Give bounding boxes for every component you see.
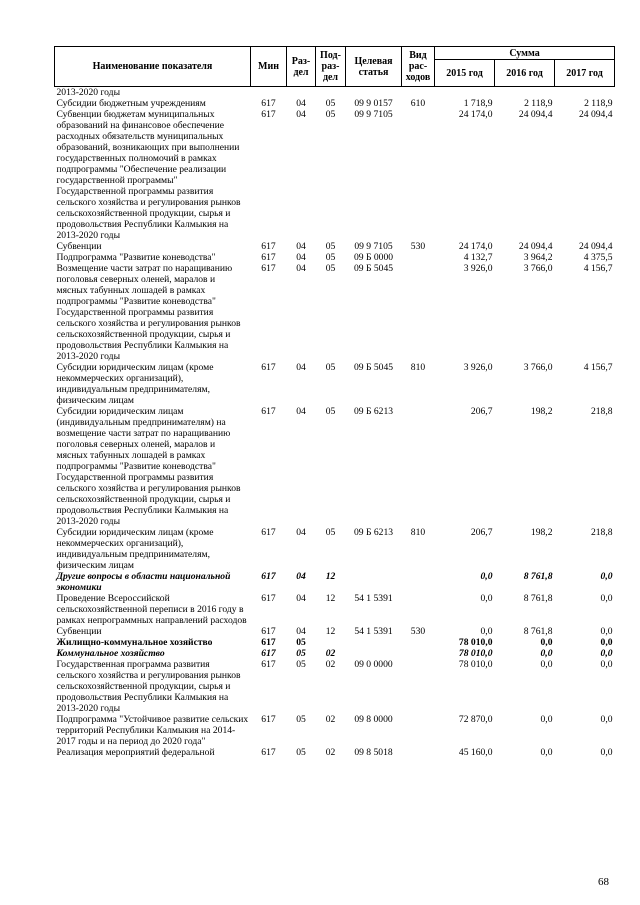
- row-target-article: 09 Б 5045: [353, 263, 394, 274]
- row-razdel: 05: [296, 747, 306, 758]
- row-razdel: 04: [296, 406, 306, 417]
- row-min: 617: [261, 626, 276, 637]
- row-expense-type: [402, 659, 435, 714]
- table-row: [55, 637, 615, 648]
- header-name: Наименование показателя: [55, 47, 251, 87]
- row-name: Субсидии юридическим лицам (индивидуальным предпринимателям) на возмещение части затрат по наращиванию поголовья северных оленей, маралов и мясных табунных лошадей в рамках подпрограммы "Развитие коневодства" Государственной программы развития сельского хозяйства и регулирования рынков сельскохозяйственной продукции, сырья и продовольствия Республики Калмыкия на 2013-2020 годы: [56, 406, 241, 527]
- table-body: [55, 87, 615, 759]
- row-expense-type: [402, 252, 435, 263]
- row-podrazdel: [316, 87, 346, 99]
- row-podrazdel: 05: [325, 109, 336, 120]
- row-target-article: 09 0 0000: [354, 659, 393, 670]
- row-expense-type: [402, 109, 435, 241]
- row-sum-2016: 0,0: [540, 648, 553, 659]
- row-expense-type: 530: [410, 241, 426, 252]
- row-target-article: [346, 87, 402, 99]
- row-sum-2016: 0,0: [540, 714, 553, 725]
- row-sum-2015: 3 926,0: [463, 362, 493, 373]
- row-razdel: 04: [296, 241, 306, 252]
- row-sum-2015: 78 010,0: [458, 637, 493, 648]
- row-podrazdel: 12: [325, 571, 336, 582]
- row-sum-2015: 78 010,0: [458, 648, 493, 659]
- table-row: [55, 648, 615, 659]
- row-name: Другие вопросы в области национальной экономики: [56, 571, 231, 593]
- header-year-2017: 2017 год: [555, 60, 615, 87]
- row-sum-2015: 206,7: [470, 527, 493, 538]
- row-podrazdel: 05: [325, 406, 336, 417]
- table-row: [55, 571, 615, 593]
- row-target-article: 09 Б 6213: [353, 527, 394, 538]
- row-sum-2016: 0,0: [540, 637, 553, 648]
- row-podrazdel: 05: [325, 263, 336, 274]
- row-min: 617: [261, 109, 276, 120]
- row-sum-2015: 1 718,9: [463, 98, 493, 109]
- row-min: 617: [261, 714, 276, 725]
- row-razdel: 04: [296, 109, 306, 120]
- table-row: [55, 659, 615, 714]
- row-target-article: 09 Б 0000: [353, 252, 394, 263]
- budget-table: [54, 46, 615, 758]
- row-sum-2015: 0,0: [480, 593, 493, 604]
- row-razdel: 04: [296, 527, 306, 538]
- table-row: [55, 241, 615, 252]
- row-min: 617: [261, 593, 276, 604]
- header-sum: Сумма: [435, 47, 615, 60]
- row-target-article: 09 Б 6213: [353, 406, 394, 417]
- row-min: 617: [261, 362, 276, 373]
- table-header: [55, 47, 615, 87]
- row-sum-2017: 218,8: [590, 527, 613, 538]
- row-target-article: 09 8 5018: [354, 747, 393, 758]
- row-sum-2017: 0,0: [600, 747, 613, 758]
- row-sum-2017: 2 118,9: [584, 98, 613, 109]
- row-podrazdel: 02: [325, 659, 336, 670]
- row-sum-2017: 0,0: [600, 571, 613, 582]
- row-podrazdel: 12: [325, 593, 336, 604]
- row-sum-2015: 4 132,7: [463, 252, 493, 263]
- row-podrazdel: 05: [325, 362, 336, 373]
- row-sum-2017: 218,8: [590, 406, 613, 417]
- row-name: 2013-2020 годы: [56, 87, 121, 98]
- row-min: [251, 87, 287, 99]
- row-razdel: 05: [296, 714, 306, 725]
- row-podrazdel: 05: [325, 98, 336, 109]
- row-expense-type: 810: [410, 527, 426, 538]
- row-name: Жилищно-коммунальное хозяйство: [56, 637, 213, 648]
- row-sum-2017: 0,0: [600, 714, 613, 725]
- row-expense-type: 530: [410, 626, 426, 637]
- header-razdel: Раз- дел: [287, 47, 316, 87]
- row-expense-type: [402, 593, 435, 626]
- row-target-article: 09 Б 5045: [353, 362, 394, 373]
- row-sum-2016: 8 761,8: [523, 571, 553, 582]
- row-sum-2017: 24 094,4: [578, 109, 613, 120]
- row-target-article: 09 8 0000: [354, 714, 393, 725]
- row-razdel: 05: [296, 659, 306, 670]
- row-name: Коммунальное хозяйство: [56, 648, 165, 659]
- row-min: 617: [261, 263, 276, 274]
- row-name: Проведение Всероссийской сельскохозяйственной переписи в 2016 году в рамках непрограммных направлений расходов: [56, 593, 247, 626]
- row-sum-2015: 0,0: [480, 626, 493, 637]
- row-podrazdel: 02: [325, 648, 336, 659]
- row-razdel: 05: [296, 637, 306, 648]
- row-expense-type: [402, 87, 435, 99]
- table-row: [55, 252, 615, 263]
- row-sum-2016: 8 761,8: [523, 593, 553, 604]
- row-razdel: 04: [296, 571, 306, 582]
- row-razdel: 04: [296, 98, 306, 109]
- row-expense-type: 610: [410, 98, 426, 109]
- row-razdel: [287, 87, 316, 99]
- row-name: Возмещение части затрат по наращиванию поголовья северных оленей, маралов и мясных табунных лошадей в рамках подпрограммы "Развитие коневодства" Государственной программы развития сельского хозяйства и регулирования рынков сельскохозяйственной продукции, сырья и продовольствия Республики Калмыкия на 2013-2020 годы: [56, 263, 241, 362]
- row-min: 617: [261, 659, 276, 670]
- row-podrazdel: [316, 637, 346, 648]
- header-expense-type: Вид рас- ходов: [402, 47, 435, 87]
- row-name: Субвенции: [56, 241, 102, 252]
- row-target-article: [346, 648, 402, 659]
- row-expense-type: [402, 648, 435, 659]
- row-sum-2016: 24 094,4: [518, 241, 553, 252]
- row-name: Подпрограмма "Развитие коневодства": [56, 252, 216, 263]
- row-sum-2015: 3 926,0: [463, 263, 493, 274]
- header-year-2016: 2016 год: [495, 60, 555, 87]
- row-sum-2017: 0,0: [600, 659, 613, 670]
- row-min: 617: [261, 571, 276, 582]
- row-name: Субвенции: [56, 626, 102, 637]
- row-razdel: 04: [296, 362, 306, 373]
- row-sum-2016: 0,0: [540, 747, 553, 758]
- row-podrazdel: 02: [325, 747, 336, 758]
- row-razdel: 04: [296, 252, 306, 263]
- row-sum-2015: 0,0: [480, 571, 493, 582]
- row-min: 617: [261, 527, 276, 538]
- table-row: [55, 593, 615, 626]
- row-sum-2017: 0,0: [600, 648, 613, 659]
- row-sum-2017: 0,0: [600, 637, 613, 648]
- row-name: Подпрограмма "Устойчивое развитие сельских территорий Республики Калмыкия на 2014-2017 годы и на период до 2020 года": [56, 714, 249, 747]
- row-target-article: 54 1 5391: [354, 626, 393, 637]
- table-row: [55, 87, 615, 99]
- row-sum-2015: 24 174,0: [458, 241, 493, 252]
- row-min: 617: [261, 747, 276, 758]
- row-expense-type: 810: [410, 362, 426, 373]
- header-min: Мин: [251, 47, 287, 87]
- row-expense-type: [402, 637, 435, 648]
- header-target-article: Целевая статья: [346, 47, 402, 87]
- row-expense-type: [402, 571, 435, 593]
- row-min: 617: [261, 648, 276, 659]
- row-sum-2015: 206,7: [470, 406, 493, 417]
- row-podrazdel: 05: [325, 252, 336, 263]
- row-sum-2016: 198,2: [530, 406, 553, 417]
- row-expense-type: [402, 406, 435, 527]
- row-min: 617: [261, 406, 276, 417]
- row-sum-2017: 4 375,5: [583, 252, 613, 263]
- table-row: [55, 109, 615, 241]
- row-sum-2016: 0,0: [540, 659, 553, 670]
- table-row: [55, 98, 615, 109]
- row-razdel: 04: [296, 626, 306, 637]
- row-podrazdel: 05: [325, 241, 336, 252]
- row-sum-2016: 3 766,0: [523, 263, 553, 274]
- row-sum-2015: 45 160,0: [458, 747, 493, 758]
- table-row: [55, 527, 615, 571]
- row-sum-2015: 24 174,0: [458, 109, 493, 120]
- row-sum-2017: 0,0: [600, 593, 613, 604]
- row-target-article: 09 9 7105: [354, 109, 393, 120]
- row-min: 617: [261, 637, 276, 648]
- row-target-article: 54 1 5391: [354, 593, 393, 604]
- row-sum-2016: 3 766,0: [523, 362, 553, 373]
- row-sum-2017: 24 094,4: [578, 241, 613, 252]
- row-target-article: 09 9 0157: [354, 98, 393, 109]
- row-razdel: 05: [296, 648, 306, 659]
- table-row: [55, 362, 615, 406]
- table-row: [55, 714, 615, 747]
- row-name: Реализация мероприятий федеральной: [56, 747, 215, 758]
- row-razdel: 04: [296, 263, 306, 274]
- row-target-article: [346, 571, 402, 593]
- table-row: [55, 263, 615, 362]
- row-sum-2015: 72 870,0: [458, 714, 493, 725]
- row-sum-2017: [555, 87, 615, 99]
- row-podrazdel: 05: [325, 527, 336, 538]
- row-razdel: 04: [296, 593, 306, 604]
- row-sum-2016: [495, 87, 555, 99]
- row-name: Субсидии бюджетным учреждениям: [56, 98, 206, 109]
- row-sum-2016: 2 118,9: [524, 98, 553, 109]
- row-sum-2016: 3 964,2: [523, 252, 553, 263]
- row-sum-2016: 8 761,8: [523, 626, 553, 637]
- table-row: [55, 747, 615, 758]
- row-podrazdel: 02: [325, 714, 336, 725]
- row-sum-2017: 4 156,7: [583, 362, 613, 373]
- header-year-2015: 2015 год: [435, 60, 495, 87]
- row-name: Субвенции бюджетам муниципальных образований на финансовое обеспечение расходных обязательств муниципальных образований, возникающих при выполнении государственных полномочий в рамках подпрограммы "Обеспечение реализации государственной программы" Государственной программы развития сельского хозяйства и регулирования рынков сельскохозяйственной продукции, сырья и продовольствия Республики Калмыкия на 2013-2020 годы: [56, 109, 241, 241]
- row-sum-2016: 198,2: [530, 527, 553, 538]
- row-target-article: 09 9 7105: [354, 241, 393, 252]
- row-sum-2015: 78 010,0: [458, 659, 493, 670]
- row-name: Субсидии юридическим лицам (кроме некоммерческих организаций), индивидуальным предпринимателям, физическим лицам: [56, 362, 214, 406]
- row-name: Субсидии юридическим лицам (кроме некоммерческих организаций), индивидуальным предпринимателям, физическим лицам: [56, 527, 214, 571]
- row-target-article: [346, 637, 402, 648]
- row-min: 617: [261, 252, 276, 263]
- table-row: [55, 406, 615, 527]
- row-expense-type: [402, 747, 435, 758]
- row-expense-type: [402, 714, 435, 747]
- page-number: 68: [598, 876, 609, 888]
- row-min: 617: [261, 241, 276, 252]
- row-podrazdel: 12: [325, 626, 336, 637]
- row-sum-2015: [435, 87, 495, 99]
- row-name: Государственная программа развития сельского хозяйства и регулирования рынков сельскохозяйственной продукции, сырья и продовольствия Республики Калмыкия на 2013-2020 годы: [56, 659, 241, 714]
- row-sum-2017: 0,0: [600, 626, 613, 637]
- header-podrazdel: Под- раз- дел: [316, 47, 346, 87]
- table-row: [55, 626, 615, 637]
- row-sum-2016: 24 094,4: [518, 109, 553, 120]
- row-expense-type: [402, 263, 435, 362]
- row-sum-2017: 4 156,7: [583, 263, 613, 274]
- row-min: 617: [261, 98, 276, 109]
